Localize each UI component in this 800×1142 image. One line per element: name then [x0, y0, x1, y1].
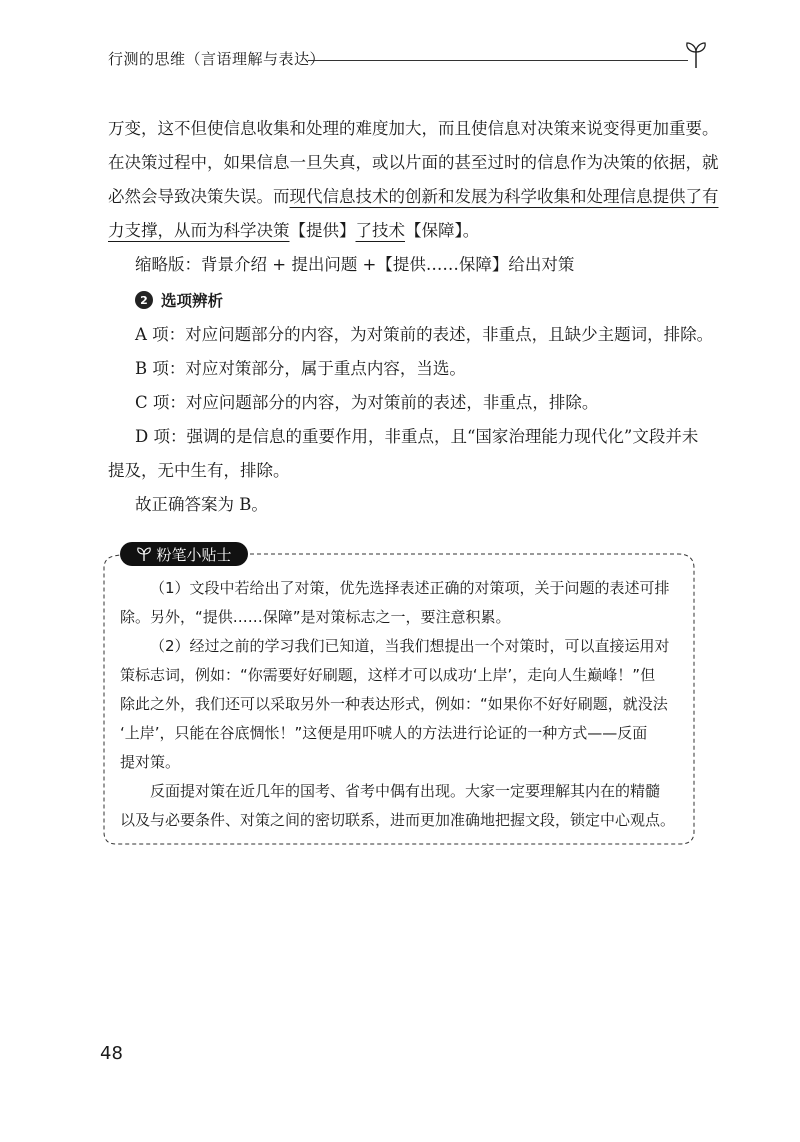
underlined-text: 了技术 [355, 221, 405, 240]
summary-line: 缩略版：背景介绍 + 提出问题 +【提供……保障】给出对策 [135, 255, 575, 274]
body-line: 万变，这不但使信息收集和处理的难度加大，而且使信息对决策来说变得更加重要。 [108, 119, 719, 138]
body-line [108, 180, 719, 214]
bracket-keyword: 【提供】 [289, 221, 356, 240]
tips-badge-label: 粉笔小贴士 [156, 545, 232, 564]
tips-line: （2）经过之前的学习我们已知道，当我们想提出一个对策时，可以直接运用对 [150, 637, 670, 655]
tips-line: 反面提对策在近几年的国考、省考中偶有出现。大家一定要理解其内在的精髓 [150, 782, 661, 800]
section-heading [108, 282, 700, 318]
tips-box [100, 546, 696, 846]
page-number: 48 [100, 1043, 123, 1064]
sprout-icon [136, 546, 152, 562]
tips-line: 除。另外，“提供……保障”是对策标志之一，要注意积累。 [120, 608, 511, 626]
section-title: 选项辨析 [161, 292, 224, 310]
sprout-icon [684, 40, 708, 70]
running-header [108, 44, 708, 74]
tips-line: ‘上岸’，只能在谷底惆怅！”这便是用吓唬人的方法进行论证的一种方式——反面 [120, 724, 648, 742]
tips-line: （1）文段中若给出了对策，优先选择表述正确的对策项，关于问题的表述可排 [150, 579, 670, 597]
section-number: 2 [135, 291, 153, 309]
tips-line: 以及与必要条件、对策之间的密切联系，进而更加准确地把握文段，锁定中心观点。 [120, 811, 676, 829]
body-line: 在决策过程中，如果信息一旦失真，或以片面的甚至过时的信息作为决策的依据，就 [108, 153, 719, 172]
tips-body [120, 574, 680, 835]
option-a: A 项：对应问题部分的内容，为对策前的表述，非重点，且缺少主题词，排除。 [135, 325, 714, 344]
option-c: C 项：对应问题部分的内容，为对策前的表述，非重点，排除。 [135, 393, 599, 412]
answer-line: 故正确答案为 B。 [135, 495, 268, 514]
body-text: 。 [462, 221, 480, 240]
tips-line: 提对策。 [120, 753, 181, 771]
bracket-keyword: 【保障】 [405, 221, 463, 240]
option-d-continued: 提及，无中生有，排除。 [108, 461, 290, 480]
header-title: 行测的思维（言语理解与表达） [108, 50, 326, 68]
header-rule [308, 60, 688, 61]
tips-line: 除此之外，我们还可以采取另外一种表达形式，例如：“如果你不好好刷题，就没法 [120, 695, 668, 713]
option-d: D 项：强调的是信息的重要作用，非重点，且“国家治理能力现代化”文段并未 [135, 427, 699, 446]
body-line [108, 214, 700, 248]
tips-line: 策标志词，例如：“你需要好好刷题，这样才可以成功‘上岸’，走向人生巅峰！”但 [120, 666, 656, 684]
underlined-text: 现代信息技术的创新和发展为科学收集和处理信息提供了有 [289, 187, 719, 206]
main-content [108, 112, 719, 522]
tips-badge [120, 542, 248, 566]
option-b: B 项：对应对策部分，属于重点内容，当选。 [135, 359, 466, 378]
underlined-text: 力支撑，从而为科学决策 [108, 221, 290, 240]
body-text: 必然会导致决策失误。而 [108, 187, 290, 206]
